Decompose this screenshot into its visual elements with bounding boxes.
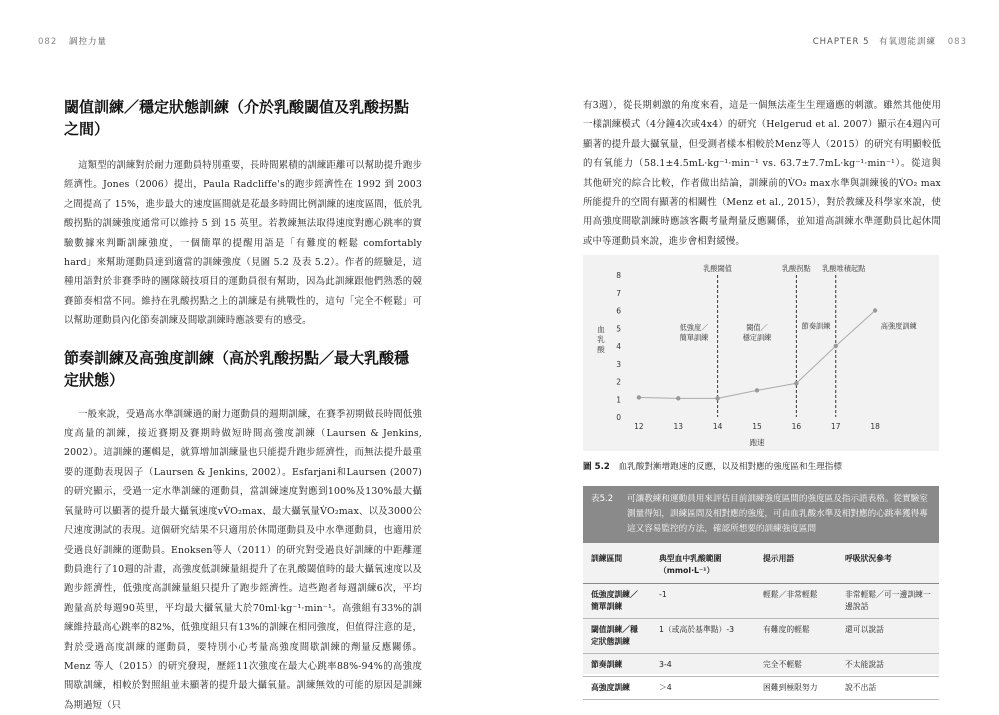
table-header-breathing: 呼吸狀況參考 bbox=[837, 543, 939, 584]
table-row bbox=[583, 677, 939, 700]
table-cell: 完全不輕鬆 bbox=[755, 654, 837, 677]
y-tick-label: 2 bbox=[616, 377, 621, 387]
x-tick-label: 13 bbox=[673, 422, 684, 431]
y-tick-label: 4 bbox=[616, 342, 621, 351]
table-cell: 輕鬆／非常輕鬆 bbox=[755, 584, 837, 619]
y-tick-label: 3 bbox=[616, 359, 621, 369]
table-cell: ＞4 bbox=[651, 677, 755, 700]
table-cell: 有難度的輕鬆 bbox=[755, 619, 837, 654]
threshold-label: 乳酸閾值 bbox=[703, 264, 733, 273]
left-column bbox=[64, 96, 422, 715]
paragraph-tempo: 一般來說，受過高水準訓練過的耐力運動員的週期訓練，在賽季初期做長時間低強度高量的訓練，接近賽期及賽期時做短時間高強度訓練（Laursen & Jenkins, 2002）。這訓練的邏輯是，就算增加訓練量也只能提升跑步經濟性，而無法提升最重要的運動表現因子（Laursen & Jenkins, 2002）。Esfarjani和Laursen (2007)的研究顯示，受過一定水準訓練的運動員，當訓練速度對應到100%及130%最大攝氧量時可以顯著的提升最大攝氧速度vV̇O₂max、最大攝氧量V̇O₂max、以及3000公尺速度測試的表現。這個研究結果不只適用於休閒運動員及中水準運動員，也適用於受過良好訓練的運動員。Enoksen等人（2011）的研究對受過良好訓練的中距離運動員進行了10週的計畫，高強度低訓練量組提升了在乳酸閾值時的最大攝氧速度以及跑步經濟性，低強度高訓練量組只提升了跑步經濟性。這些跑者每週訓練6次，平均跑量高於每週90英里，平均最大攝氧量大於70ml·kg⁻¹·min⁻¹。高強組有33%的訓練維持最高心跳率的82%，低強度組只有13%的訓練在相同強度，但值得注意的是，對於受過高度訓練的運動員，要特別小心考量高強度間歇訓練的劑量反應關係。Menz 等人（2015）的研究發現，歷經11次強度在最大心跳率88%-94%的高強度間歇訓練，相較於對照組並未顯著的提升最大攝氧量。訓練無效的可能的原因是訓練為期過短（只 bbox=[64, 408, 422, 711]
table-caption bbox=[583, 486, 939, 543]
table-cell: 閾值訓練／穩定狀態訓練 bbox=[583, 619, 651, 654]
table-header-cue: 提示用語 bbox=[755, 543, 837, 584]
x-tick-label: 12 bbox=[634, 422, 644, 431]
paragraph-threshold: 這類型的訓練對於耐力運動員特別重要，長時間累積的訓練距離可以幫助提升跑步經濟性。Jones（2006）提出，Paula Radcliffe's的跑步經濟性在 1992 到 2003 之間提高了 15%，進步最大的速度區間就是花最多時間比例訓練的速度區間，低於乳酸拐點的訓練強度通常可以維持 5 到 15 英里。若教練無法取得速度對應心跳率的實驗數據來判斷訓練強度，一個簡單的提醒用語是「有難度的輕鬆 comfortably hard」來幫助運動員達到適當的訓練強度（見圖 5.2 及表 5.2）。作者的經驗是，這種用語對於非賽季時的團隊競技項目的運動員很有幫助，因為此訓練跟他們熟悉的競賽節奏相當不同。維持在乳酸拐點之上的訓練是有挑戰性的，這句「完全不輕鬆」可以幫助運動員內化節奏訓練及間歇訓練時應該要有的感受。 bbox=[64, 160, 422, 327]
section-title-threshold: 閾值訓練／穩定狀態訓練（介於乳酸閾值及乳酸拐點之間） bbox=[64, 98, 410, 138]
zone-label: 低強度／簡單訓練 bbox=[679, 323, 709, 343]
y-tick-label: 7 bbox=[616, 288, 621, 298]
left-running-header bbox=[38, 35, 107, 47]
x-tick-label: 18 bbox=[870, 422, 880, 431]
threshold-label: 乳酸拐點 bbox=[781, 264, 811, 273]
table-header-row bbox=[583, 543, 939, 584]
figure-caption bbox=[583, 460, 842, 472]
table-cell: 不太能說話 bbox=[837, 654, 939, 677]
table-cell: 1（或高於基準點）-3 bbox=[651, 619, 755, 654]
threshold-label: 乳酸堆積起點 bbox=[822, 264, 866, 273]
data-point bbox=[873, 308, 877, 312]
data-point bbox=[715, 396, 719, 400]
x-tick-label: 16 bbox=[791, 422, 802, 431]
right-running-header bbox=[813, 35, 967, 47]
table-cell: 說不出話 bbox=[837, 677, 939, 700]
figure-caption-text: 血乳酸對漸增跑速的反應，以及相對應的強度區和生理指標 bbox=[618, 462, 842, 472]
section-title-tempo: 節奏訓練及高強度訓練（高於乳酸拐點／最大乳酸穩定狀態） bbox=[64, 348, 410, 389]
right-column bbox=[583, 96, 941, 251]
paragraph-continued: 有3週），從長期刺激的角度來看，這是一個無法產生生理適應的刺激。雖然其他使用一樣訓練模式（4分鐘4次或4x4）的研究（Helgerud et al. 2007）顯示在4週內可顯著的提升最大攝氧量，但受測者樣本相較於Menz等人（2015）的研究有明顯較低的有氧能力（58.1±4.5mL·kg⁻¹·min⁻¹ vs. 63.7±7.7mL·kg⁻¹·min⁻¹）。從這與其他研究的綜合比較，作者做出結論，訓練前的V̇O₂ max水準與訓練後的V̇O₂ max所能提升的空間有顯著的相關性（Menz et al., 2015），對於教練及科學家來說，使用高強度間歇訓練時應該客觀考量劑量反應關係，並知道高訓練水準運動員比起休閒或中等運動員來說，進步會相對緩慢。 bbox=[583, 100, 941, 247]
y-tick-label: 8 bbox=[616, 271, 621, 280]
table-cell: 3-4 bbox=[651, 654, 755, 677]
right-page-number: 083 bbox=[947, 37, 967, 47]
x-tick-label: 15 bbox=[752, 422, 762, 431]
zone-label: 閾值／穩定訓練 bbox=[742, 323, 772, 343]
x-axis-label: 跑速 bbox=[749, 438, 765, 447]
data-point bbox=[834, 344, 838, 348]
table-cell: 高強度訓練 bbox=[583, 677, 651, 700]
left-header-title: 調控力量 bbox=[68, 37, 107, 47]
y-axis-label: 血乳酸 bbox=[597, 325, 605, 354]
zone-label: 節奏訓練 bbox=[801, 321, 831, 331]
table-row bbox=[583, 619, 939, 654]
right-header-title: CHAPTER 5 有氧週能訓練 bbox=[812, 37, 937, 47]
table-header-lactate: 典型血中乳酸範圍（mmol·L⁻¹） bbox=[651, 543, 755, 584]
data-point bbox=[794, 381, 798, 385]
table-row bbox=[583, 584, 939, 619]
zone-label: 高強度訓練 bbox=[880, 321, 917, 331]
table-cell: -1 bbox=[651, 584, 755, 619]
y-tick-label: 0 bbox=[616, 413, 621, 422]
table-cell: 還可以說話 bbox=[837, 619, 939, 654]
table-header-zone: 訓練區間 bbox=[583, 543, 651, 584]
lactate-chart-svg bbox=[583, 255, 939, 451]
table-5-2 bbox=[583, 486, 939, 692]
y-tick-label: 6 bbox=[616, 306, 621, 316]
table-row bbox=[583, 654, 939, 677]
data-point bbox=[637, 395, 641, 399]
figure-caption-label: 圖 5.2 bbox=[583, 462, 610, 472]
x-tick-label: 17 bbox=[830, 422, 841, 431]
x-tick-label: 14 bbox=[712, 422, 723, 431]
y-tick-label: 1 bbox=[616, 395, 621, 405]
table-caption-text: 可讓教練和運動員用來評估目前訓練強度區間的強度區及指示語表格。從實驗室測量得知，訓練區間及相對應的強度，可由血乳酸水準及相對應的心跳率獲得專這又容易監控的方法，確認所想要的訓練強度區間 bbox=[627, 494, 928, 534]
table-number: 表5.2 bbox=[591, 494, 614, 504]
left-page-number: 082 bbox=[38, 37, 58, 47]
zone-table bbox=[583, 543, 939, 700]
table-cell: 非常輕鬆／可一邊訓練一邊說話 bbox=[837, 584, 939, 619]
data-point bbox=[676, 396, 680, 400]
y-tick-label: 5 bbox=[616, 324, 621, 334]
data-point bbox=[755, 388, 759, 392]
table-cell: 困難到極限努力 bbox=[755, 677, 837, 700]
figure-5-2-chart bbox=[583, 255, 939, 451]
table-cell: 低強度訓練／簡單訓練 bbox=[583, 584, 651, 619]
table-cell: 節奏訓練 bbox=[583, 654, 651, 677]
